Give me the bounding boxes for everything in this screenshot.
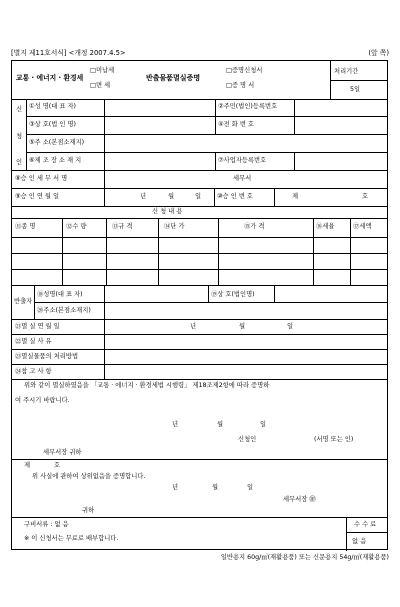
- fee-value: 없 음: [352, 538, 367, 545]
- statement-text: 위와 같이 멸실하였음을 「교통 · 에너지 · 환경세법 시행령」 제18조제2항에 따라 증명하: [24, 382, 270, 389]
- address-field[interactable]: [106, 136, 386, 151]
- buyer-name-label: ⑱성명(대 표 자): [37, 291, 83, 298]
- free-distribution-note: ※ 이 신청서는 무료로 배부합니다.: [24, 535, 119, 542]
- fee-label: 수 수 료: [354, 521, 377, 528]
- approval-date-label: ⑨승 인 연 월 일: [15, 193, 60, 200]
- form-header: [11, 47, 389, 57]
- loss-day: 일: [287, 323, 294, 330]
- loss-method-label: ㉓멸실물품의 처리방법: [15, 353, 79, 360]
- cert-no-je: 제: [24, 462, 31, 469]
- form-number: [별지 제11호서식] <개정 2007.4.5>: [11, 49, 126, 57]
- statement-day: 일: [260, 421, 267, 428]
- cert-year: 년: [172, 484, 179, 491]
- col-quantity: ⑫수 량: [66, 223, 87, 230]
- applicant-signature-label: 신청인: [238, 436, 257, 443]
- company-label: ③상 호(법 인 명): [29, 121, 76, 128]
- cert-text: 위 사실에 관하여 상위없음을 증명합니다.: [32, 473, 146, 480]
- buyer-label: 반출자: [14, 298, 33, 305]
- company-field[interactable]: [106, 118, 213, 133]
- processing-period-value: 5일: [350, 86, 361, 93]
- cert-addressee: 귀하: [82, 507, 95, 514]
- statement-month: 월: [217, 421, 224, 428]
- reference-label: ㉔참 고 사 항: [15, 368, 52, 375]
- type-checkbox-certificate[interactable]: □증 명 서: [226, 82, 255, 89]
- loss-method-field[interactable]: [106, 350, 386, 363]
- approval-no-label: ⑩승 인 번 호: [217, 193, 253, 200]
- col-item-name: ⑪종 명: [15, 223, 36, 230]
- reference-field[interactable]: [106, 365, 386, 378]
- detail-row[interactable]: [13, 270, 387, 284]
- loss-month: 월: [239, 323, 246, 330]
- buyer-address-field[interactable]: [106, 304, 386, 318]
- tax-type-title: 교통 · 에너지 · 환경세: [16, 74, 84, 82]
- tax-office-chief: 세무서장 ㊞: [283, 496, 316, 503]
- statement-text-cont: 여 주시기 바랍니다.: [15, 397, 70, 404]
- name-field[interactable]: [106, 101, 213, 116]
- buyer-company-field[interactable]: [276, 287, 386, 301]
- cert-month: 월: [212, 484, 219, 491]
- approval-month: 월: [168, 193, 175, 200]
- applicant-side-2: 청: [16, 133, 23, 140]
- approval-no-ho: 호: [362, 193, 369, 200]
- approval-day: 일: [195, 193, 202, 200]
- buyer-address-label: ⑳주소(본점소재지): [37, 307, 91, 314]
- col-price: ⑮가 격: [244, 223, 265, 230]
- loss-date-label: ㉑멸 실 연 월 일: [15, 323, 60, 330]
- rrn-label: ②주민(법인)등록번호: [218, 103, 278, 110]
- col-tax-amount: ⑰세액: [353, 223, 372, 230]
- applicant-side-1: 신: [16, 106, 23, 113]
- addressee-tax-office: 세무서장 귀하: [43, 449, 82, 456]
- address-label: ⑤주 소(본점소재지): [29, 139, 85, 146]
- loss-year: 년: [190, 323, 197, 330]
- cert-no-ho: 호: [54, 462, 61, 469]
- page-side: (앞 쪽): [368, 49, 389, 57]
- phone-label: ④전 화 번 호: [218, 121, 254, 128]
- paper-spec-footer: 일반용지 60g/㎡(재활용품) 또는 신문용지 54g/㎡(재활용품): [220, 554, 389, 561]
- form-title: 반출물품멸실증명: [146, 74, 201, 82]
- tax-office-suffix: 세무서: [233, 175, 252, 182]
- cert-day: 일: [247, 484, 254, 491]
- approval-no-je: 제: [292, 193, 299, 200]
- processing-period-label: 처리기간: [334, 68, 359, 75]
- col-spec: ⑬규 격: [112, 223, 133, 230]
- type-checkbox-application[interactable]: □증명신청서: [226, 67, 263, 74]
- loss-reason-field[interactable]: [106, 335, 386, 348]
- name-label: ①성 명(대 표 자): [29, 103, 76, 110]
- loss-reason-label: ㉒멸 실 사 유: [15, 338, 52, 345]
- detail-row[interactable]: [13, 254, 387, 269]
- exempt-checkbox-unpaid[interactable]: □미납세: [90, 67, 115, 74]
- details-section-title: 신 청 내 용: [152, 208, 183, 215]
- applicant-side-3: 인: [16, 159, 23, 166]
- factory-label: ⑥제 조 장 소 재 지: [29, 157, 82, 164]
- buyer-company-label: ⑲상 호(법인명): [211, 291, 255, 298]
- rrn-field[interactable]: [296, 101, 386, 116]
- sign-or-seal: (서명 또는 인): [314, 436, 354, 443]
- bizno-label: ⑦사업자등록번호: [218, 157, 267, 164]
- statement-year: 년: [172, 421, 179, 428]
- exempt-checkbox-exempt[interactable]: □면 세: [90, 82, 111, 89]
- bizno-field[interactable]: [296, 154, 386, 169]
- col-unit-price: ⑭단 가: [164, 223, 185, 230]
- application-form: [11, 60, 388, 550]
- phone-field[interactable]: [296, 118, 386, 133]
- tax-office-label: ⑧승 인 세 무 서 명: [15, 175, 68, 182]
- detail-row[interactable]: [13, 238, 387, 253]
- required-docs: 구비서류 : 없 음: [24, 521, 69, 528]
- approval-year: 년: [140, 193, 147, 200]
- factory-field[interactable]: [106, 154, 213, 169]
- buyer-name-field[interactable]: [106, 287, 206, 301]
- col-tax-rate: ⑯세율: [316, 223, 335, 230]
